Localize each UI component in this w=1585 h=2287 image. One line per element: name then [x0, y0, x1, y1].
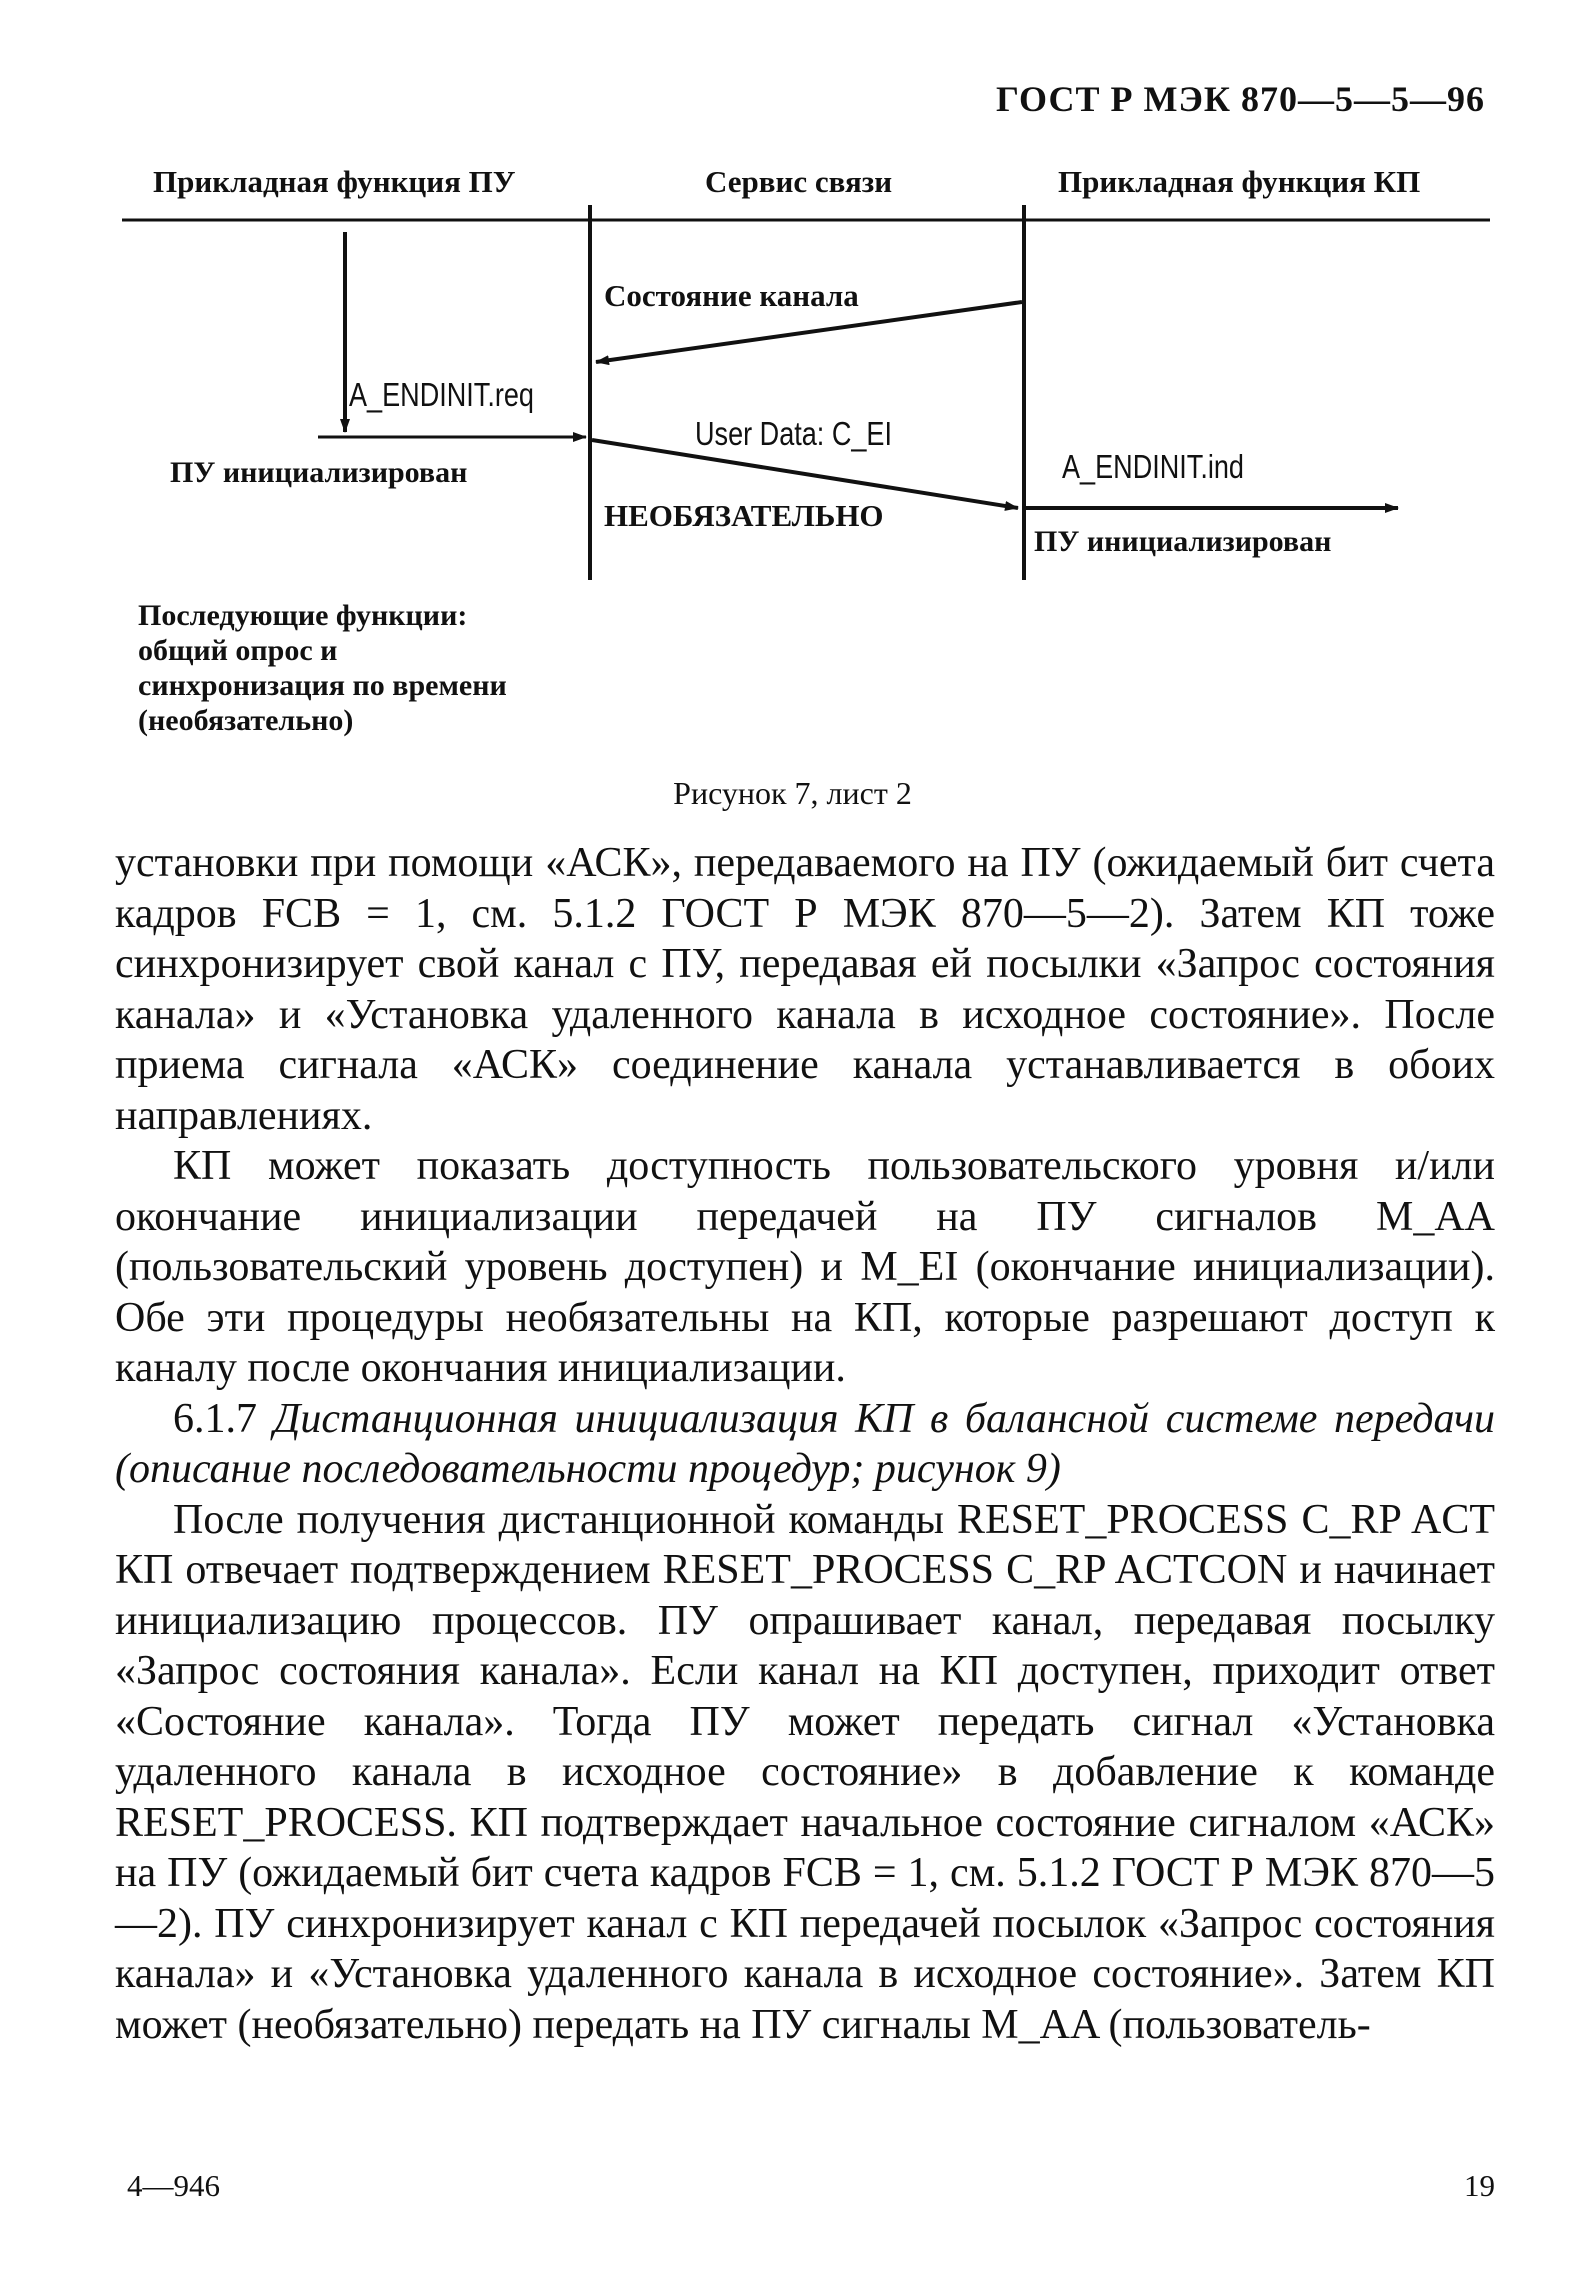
standard-header: ГОСТ Р МЭК 870—5—5—96 — [996, 79, 1485, 119]
note-line: (необязательно) — [138, 704, 354, 737]
column-header-service: Сервис связи — [705, 164, 893, 199]
section-title: Дистанционная инициализация КП в балансной системе передачи (описание последовательности процедур; рисунок 9) — [115, 1395, 1495, 1492]
paragraph: КП может показать доступность пользовательского уровня и/или окончание инициализации передачей на ПУ сигналов M_AA (пользовательский уровень доступен) и M_EI (окончание инициализации). Обе эти процедуры необязательны на КП, которые разрешают доступ к каналу после окончания инициализации. — [115, 1143, 1495, 1391]
column-header-pu: Прикладная функция ПУ — [153, 164, 516, 199]
note-line: Последующие функции: — [138, 599, 468, 632]
figure-caption: Рисунок 7, лист 2 — [673, 775, 912, 811]
subsequent-functions-note — [138, 598, 507, 738]
page-number: 19 — [1464, 2168, 1495, 2203]
note-line: общий опрос и — [138, 634, 338, 667]
column-header-kp: Прикладная функция КП — [1058, 164, 1421, 199]
section-number: 6.1.7 — [173, 1395, 257, 1442]
optional-label: НЕОБЯЗАТЕЛЬНО — [604, 498, 884, 533]
channel-state-label: Состояние канала — [604, 278, 859, 313]
user-data-label: User Data: C_EI — [695, 415, 893, 452]
section-heading — [115, 1394, 1495, 1495]
footer-sheet-code: 4—946 — [127, 2168, 220, 2203]
body-text — [115, 838, 1495, 2050]
paragraph: установки при помощи «АСК», передаваемого на ПУ (ожидаемый бит счета кадров FCB = 1, см. 5.1.2 ГОСТ Р МЭК 870—5—2). Затем КП тоже синхронизирует свой канал с ПУ, передавая ей посылки «Запрос состояния канала» и «Установка удаленного канала в исходное состояние». После приема сигнала «АСК» соединение канала устанавливается в обоих направлениях. — [115, 840, 1495, 1139]
pu-initialized-right-label: ПУ инициализирован — [1034, 525, 1332, 558]
note-line: синхронизация по времени — [138, 669, 507, 702]
pu-initialized-left-label: ПУ инициализирован — [170, 456, 468, 489]
endinit-req-label: A_ENDINIT.req — [349, 376, 534, 413]
endinit-ind-label: A_ENDINIT.ind — [1062, 448, 1244, 485]
paragraph: После получения дистанционной команды RESET_PROCESS C_RP ACT КП отвечает подтверждением RESET_PROCESS C_RP ACTCON и начинает инициализацию процессов. ПУ опрашивает канал, передавая посылку «Запрос состояния канала». Если канал на КП доступен, приходит ответ «Состояние канала». Тогда ПУ может передать сигнал «Установка удаленного канала в исходное состояние» в добавление к команде RESET_PROCESS. КП подтверждает начальное состояние сигналом «АСК» на ПУ (ожидаемый бит счета кадров FCB = 1, см. 5.1.2 ГОСТ Р МЭК 870—5—2). ПУ синхронизирует канал с КП передачей посылок «Запрос состояния канала» и «Установка удаленного канала в исходное состояние». Затем КП может (необязательно) передать на ПУ сигналы M_AA (пользователь- — [115, 1496, 1495, 2048]
